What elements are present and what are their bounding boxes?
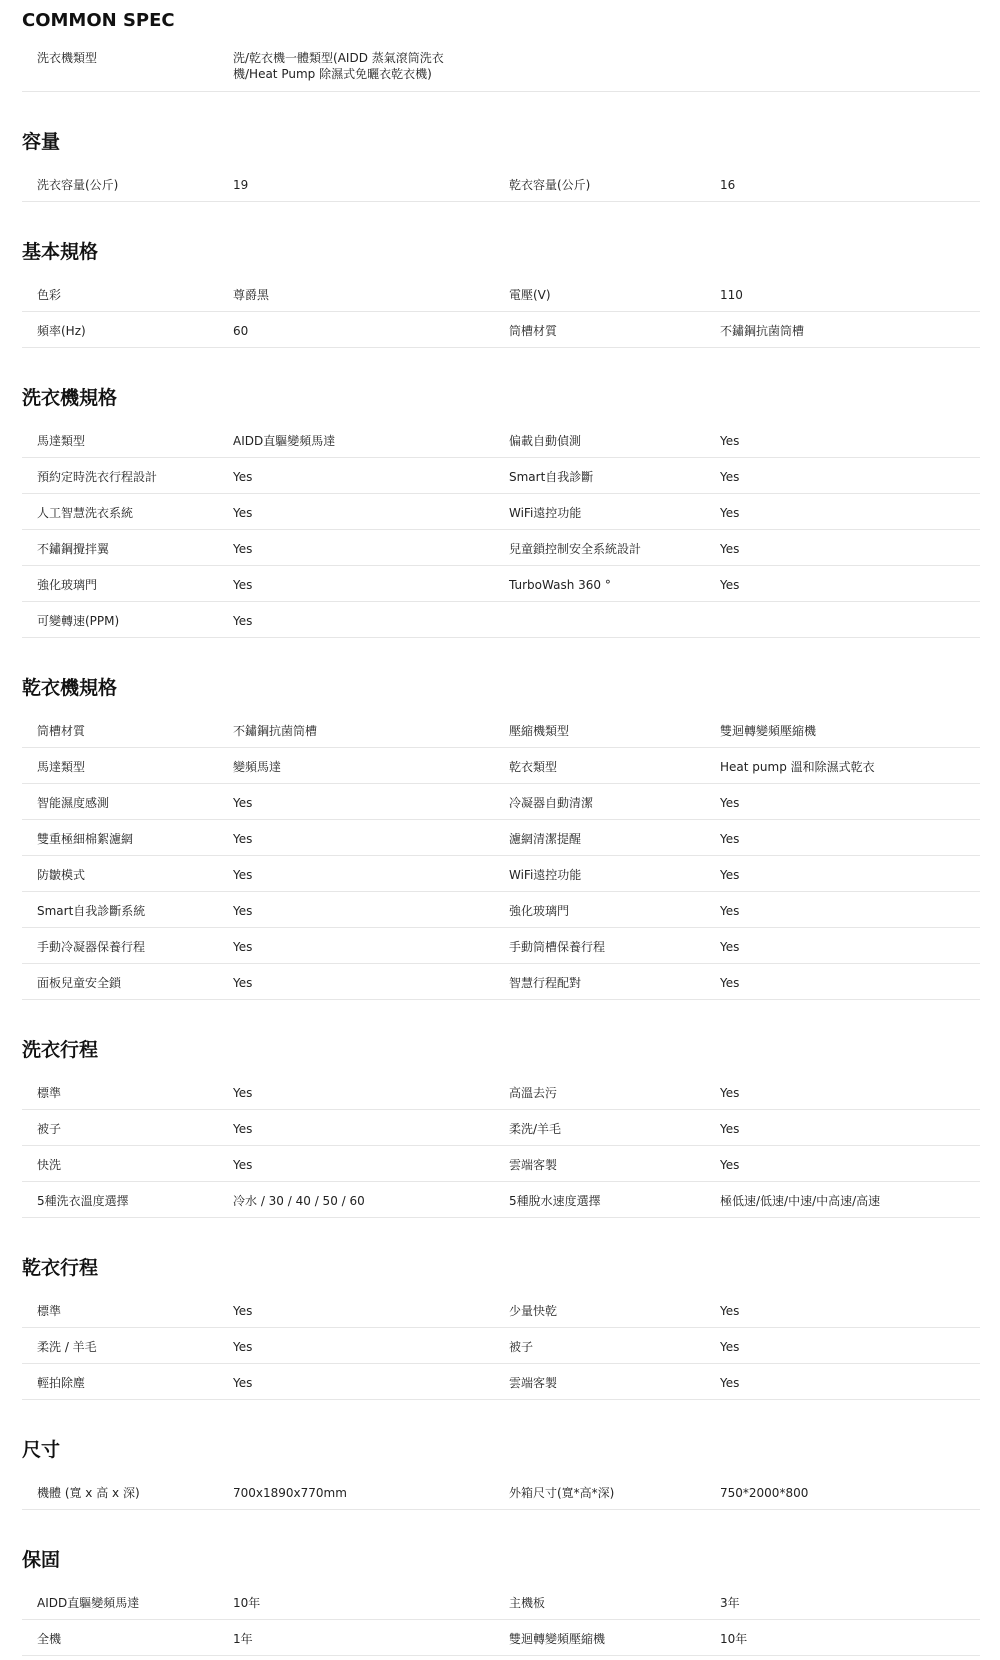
spec-label: 冷凝器自動清潔: [509, 796, 594, 810]
spec-row: [22, 1292, 980, 1328]
spec-label: 色彩: [37, 288, 62, 302]
spec-value: Yes: [233, 868, 253, 882]
spec-label: 濾網清潔提醒: [509, 832, 582, 846]
spec-value: Yes: [233, 578, 253, 592]
spec-label: 主機板: [509, 1596, 546, 1610]
spec-label: 快洗: [37, 1158, 62, 1172]
spec-label: 洗衣容量(公斤): [37, 178, 119, 192]
spec-label: 柔洗 / 羊毛: [37, 1340, 97, 1354]
spec-row: [22, 566, 980, 602]
spec-label: 機體 (寬 x 高 x 深): [37, 1486, 140, 1500]
section-title: 乾衣機規格: [22, 677, 118, 699]
spec-value: Yes: [233, 506, 253, 520]
spec-label: 強化玻璃門: [37, 578, 98, 592]
spec-value: Yes: [720, 832, 740, 846]
spec-row: [22, 458, 980, 494]
spec-row: [22, 1328, 980, 1364]
spec-value: 10年: [720, 1632, 748, 1646]
spec-value: 變頻馬達: [233, 760, 282, 774]
spec-value: Yes: [720, 1304, 740, 1318]
spec-row: [22, 964, 980, 1000]
spec-value: Heat pump 溫和除濕式乾衣: [720, 760, 875, 774]
spec-label: 手動冷凝器保養行程: [37, 940, 146, 954]
spec-label: WiFi遠控功能: [509, 506, 582, 520]
spec-section: [22, 240, 980, 348]
spec-value: AIDD直驅變頻馬達: [233, 434, 336, 448]
spec-label: WiFi遠控功能: [509, 868, 582, 882]
section-title: 洗衣行程: [22, 1039, 99, 1061]
spec-label: 筒槽材質: [509, 324, 558, 338]
spec-value: Yes: [233, 1376, 253, 1390]
spec-value: Yes: [233, 470, 253, 484]
section-title: 尺寸: [22, 1439, 61, 1461]
spec-section: [22, 1038, 980, 1218]
spec-label: 筒槽材質: [37, 724, 86, 738]
spec-label: 柔洗/羊毛: [509, 1122, 562, 1136]
spec-value: 110: [720, 288, 743, 302]
spec-row: [22, 1584, 980, 1620]
spec-value: 洗/乾衣機一體類型(AIDD 蒸氣滾筒洗衣機/Heat Pump 除濕式免曬衣乾衣機): [233, 51, 444, 81]
spec-value: Yes: [233, 542, 253, 556]
spec-value: Yes: [720, 1158, 740, 1172]
spec-value: Yes: [233, 1086, 253, 1100]
spec-section: [22, 130, 980, 202]
spec-value: Yes: [720, 904, 740, 918]
spec-label: 外箱尺寸(寬*高*深): [509, 1486, 615, 1500]
spec-row: [22, 1364, 980, 1400]
spec-row: [22, 928, 980, 964]
spec-label: 被子: [509, 1340, 534, 1354]
spec-value: Yes: [720, 868, 740, 882]
spec-row: [22, 856, 980, 892]
spec-value: 不鏽鋼抗菌筒槽: [233, 724, 318, 738]
spec-section: [22, 676, 980, 1000]
spec-value: [720, 602, 980, 613]
section-common-spec: [22, 10, 980, 92]
spec-label: 手動筒槽保養行程: [509, 940, 606, 954]
spec-value: 不鏽鋼抗菌筒槽: [720, 324, 805, 338]
spec-label: 5種脫水速度選擇: [509, 1194, 601, 1208]
spec-value: Yes: [720, 1340, 740, 1354]
spec-row: [22, 530, 980, 566]
spec-value: Yes: [233, 614, 253, 628]
spec-row: [22, 422, 980, 458]
spec-label: 不鏽鋼攪拌翼: [37, 542, 110, 556]
spec-value: 700x1890x770mm: [233, 1486, 347, 1500]
spec-label: 可變轉速(PPM): [37, 614, 120, 628]
spec-row: [22, 1620, 980, 1656]
spec-label: 電壓(V): [509, 288, 551, 302]
spec-label: 雲端客製: [509, 1158, 558, 1172]
section-title: COMMON SPEC: [22, 10, 175, 31]
spec-label: 標準: [37, 1086, 62, 1100]
spec-label: 雙重極細棉絮濾網: [37, 832, 134, 846]
spec-row: [22, 1182, 980, 1218]
spec-value: Yes: [720, 1122, 740, 1136]
section-title: 保固: [22, 1549, 61, 1571]
spec-value: Yes: [233, 1122, 253, 1136]
spec-value: Yes: [720, 796, 740, 810]
spec-value: Yes: [233, 1304, 253, 1318]
spec-value: 3年: [720, 1596, 740, 1610]
spec-label: 洗衣機類型: [37, 51, 98, 65]
spec-row: [22, 748, 980, 784]
spec-value: 10年: [233, 1596, 261, 1610]
spec-sections: [22, 130, 980, 1656]
spec-value: Yes: [233, 940, 253, 954]
spec-label: 乾衣類型: [509, 760, 558, 774]
spec-value: 19: [233, 178, 249, 192]
spec-row: [22, 1474, 980, 1510]
spec-row: [22, 166, 980, 202]
spec-label: 頻率(Hz): [37, 324, 86, 338]
spec-value: 16: [720, 178, 736, 192]
spec-value: Yes: [720, 1376, 740, 1390]
section-title: 容量: [22, 131, 61, 153]
spec-label: 5種洗衣溫度選擇: [37, 1194, 129, 1208]
spec-label: 乾衣容量(公斤): [509, 178, 591, 192]
spec-value: 60: [233, 324, 249, 338]
spec-value: Yes: [720, 976, 740, 990]
spec-value: Yes: [720, 506, 740, 520]
spec-label: 人工智慧洗衣系統: [37, 506, 134, 520]
spec-section: [22, 1438, 980, 1510]
section-title: 乾衣行程: [22, 1257, 99, 1279]
spec-value: Yes: [720, 434, 740, 448]
spec-value: Yes: [233, 904, 253, 918]
spec-value: 冷水 / 30 / 40 / 50 / 60: [233, 1194, 365, 1208]
spec-value: Yes: [233, 1158, 253, 1172]
spec-row: [22, 1110, 980, 1146]
spec-value: Yes: [720, 470, 740, 484]
spec-label: 兒童鎖控制安全系統設計: [509, 542, 642, 556]
spec-label: 面板兒童安全鎖: [37, 976, 122, 990]
spec-value: Yes: [233, 1340, 253, 1354]
spec-value: Yes: [720, 578, 740, 592]
spec-value: 雙迴轉變頻壓縮機: [720, 724, 817, 738]
spec-value: 尊爵黑: [233, 288, 270, 302]
spec-label: 強化玻璃門: [509, 904, 570, 918]
spec-row: [22, 312, 980, 348]
spec-row: [22, 712, 980, 748]
spec-label: 少量快乾: [509, 1304, 558, 1318]
spec-label: Smart自我診斷: [509, 470, 594, 484]
spec-value: 極低速/低速/中速/中高速/高速: [720, 1194, 881, 1208]
section-title: 基本規格: [22, 241, 99, 263]
spec-label: [509, 602, 720, 613]
spec-label: 標準: [37, 1304, 62, 1318]
spec-row: [22, 1074, 980, 1110]
spec-value: 750*2000*800: [720, 1486, 809, 1500]
spec-label: 被子: [37, 1122, 62, 1136]
spec-label: 全機: [37, 1632, 62, 1646]
spec-section: [22, 1256, 980, 1400]
spec-value: Yes: [720, 1086, 740, 1100]
spec-value: 1年: [233, 1632, 253, 1646]
spec-label: 防皺模式: [37, 868, 86, 882]
spec-label: 馬達類型: [37, 760, 86, 774]
spec-row: [22, 820, 980, 856]
spec-label: 偏載自動偵測: [509, 434, 582, 448]
spec-value: Yes: [233, 832, 253, 846]
spec-label: 智能濕度感測: [37, 796, 110, 810]
spec-row: [22, 276, 980, 312]
spec-row: [22, 784, 980, 820]
spec-label: TurboWash 360 °: [509, 578, 611, 592]
spec-label: 壓縮機類型: [509, 724, 570, 738]
spec-row: [22, 1146, 980, 1182]
spec-section: [22, 1548, 980, 1656]
spec-value: Yes: [720, 940, 740, 954]
spec-label: 高溫去污: [509, 1086, 558, 1100]
spec-row: [22, 602, 980, 638]
spec-label: 雙迴轉變頻壓縮機: [509, 1632, 606, 1646]
spec-row: [22, 892, 980, 928]
section-title: 洗衣機規格: [22, 387, 118, 409]
spec-label: Smart自我診斷系統: [37, 904, 146, 918]
spec-section: [22, 386, 980, 638]
spec-value: Yes: [233, 796, 253, 810]
spec-label: 智慧行程配對: [509, 976, 582, 990]
spec-row: [22, 44, 980, 92]
spec-label: 雲端客製: [509, 1376, 558, 1390]
spec-label: 輕拍除塵: [37, 1376, 86, 1390]
spec-label: 馬達類型: [37, 434, 86, 448]
spec-value: Yes: [233, 976, 253, 990]
spec-label: AIDD直驅變頻馬達: [37, 1596, 140, 1610]
spec-label: 預約定時洗衣行程設計: [37, 470, 158, 484]
spec-row: [22, 494, 980, 530]
spec-value: Yes: [720, 542, 740, 556]
